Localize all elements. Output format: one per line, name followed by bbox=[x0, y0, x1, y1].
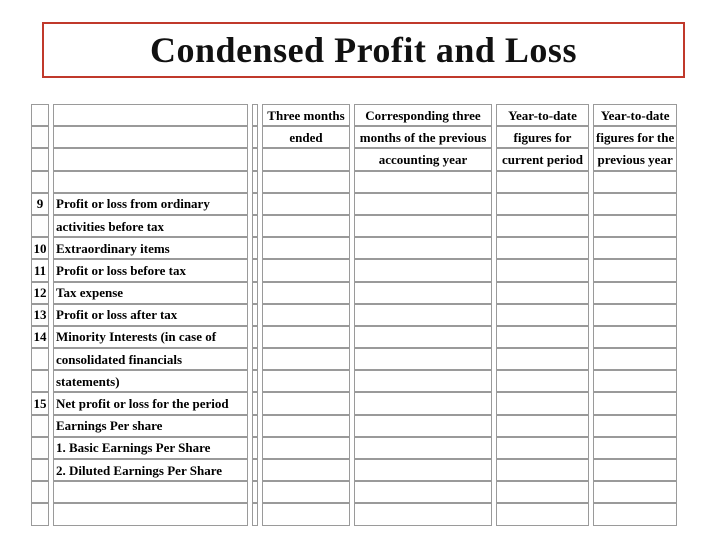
value-three-months bbox=[262, 237, 350, 259]
value-ytd-previous bbox=[593, 459, 677, 481]
spacer-cell bbox=[252, 392, 258, 414]
table-row bbox=[31, 503, 677, 525]
row-label: Minority Interests (in case of bbox=[53, 326, 248, 348]
value-three-months bbox=[262, 481, 350, 503]
table-row bbox=[31, 348, 677, 370]
row-label: Profit or loss before tax bbox=[53, 259, 248, 281]
profit-loss-table bbox=[27, 104, 681, 526]
value-ytd-previous bbox=[593, 348, 677, 370]
value-three-months bbox=[262, 348, 350, 370]
header-corresponding: months of the previous bbox=[354, 126, 492, 148]
page-title: Condensed Profit and Loss bbox=[150, 30, 577, 70]
header-num-cell bbox=[31, 104, 49, 126]
value-ytd-current bbox=[496, 326, 589, 348]
row-number bbox=[31, 459, 49, 481]
value-ytd-current bbox=[496, 503, 589, 525]
row-label: consolidated financials bbox=[53, 348, 248, 370]
row-label: Tax expense bbox=[53, 282, 248, 304]
table-row bbox=[31, 370, 677, 392]
header-corresponding: Corresponding three bbox=[354, 104, 492, 126]
spacer-cell bbox=[252, 437, 258, 459]
value-corresponding bbox=[354, 437, 492, 459]
value-ytd-current bbox=[496, 171, 589, 193]
value-ytd-current bbox=[496, 237, 589, 259]
table-row bbox=[31, 171, 677, 193]
value-ytd-current bbox=[496, 304, 589, 326]
value-three-months bbox=[262, 326, 350, 348]
header-three-months: Three months bbox=[262, 104, 350, 126]
table-row bbox=[31, 282, 677, 304]
header-ytd-previous: Year-to-date bbox=[593, 104, 677, 126]
spacer-cell bbox=[252, 126, 258, 148]
value-three-months bbox=[262, 259, 350, 281]
value-three-months bbox=[262, 370, 350, 392]
row-number: 9 bbox=[31, 193, 49, 215]
value-ytd-current bbox=[496, 370, 589, 392]
spacer-cell bbox=[252, 148, 258, 170]
value-ytd-previous bbox=[593, 392, 677, 414]
row-label: Profit or loss after tax bbox=[53, 304, 248, 326]
value-corresponding bbox=[354, 459, 492, 481]
value-ytd-previous bbox=[593, 282, 677, 304]
value-three-months bbox=[262, 282, 350, 304]
row-number bbox=[31, 370, 49, 392]
value-ytd-current bbox=[496, 481, 589, 503]
spacer-cell bbox=[252, 215, 258, 237]
value-corresponding bbox=[354, 282, 492, 304]
value-corresponding bbox=[354, 215, 492, 237]
value-ytd-current bbox=[496, 215, 589, 237]
value-corresponding bbox=[354, 392, 492, 414]
header-label-cell bbox=[53, 148, 248, 170]
value-three-months bbox=[262, 304, 350, 326]
row-number: 11 bbox=[31, 259, 49, 281]
row-label bbox=[53, 171, 248, 193]
row-label: 1. Basic Earnings Per Share bbox=[53, 437, 248, 459]
spacer-cell bbox=[252, 415, 258, 437]
header-three-months bbox=[262, 148, 350, 170]
value-three-months bbox=[262, 459, 350, 481]
header-ytd-current: figures for bbox=[496, 126, 589, 148]
value-ytd-previous bbox=[593, 215, 677, 237]
row-number bbox=[31, 171, 49, 193]
header-num-cell bbox=[31, 126, 49, 148]
header-num-cell bbox=[31, 148, 49, 170]
value-ytd-previous bbox=[593, 437, 677, 459]
value-ytd-current bbox=[496, 282, 589, 304]
value-ytd-previous bbox=[593, 481, 677, 503]
value-ytd-previous bbox=[593, 171, 677, 193]
table-row bbox=[31, 415, 677, 437]
spacer-cell bbox=[252, 326, 258, 348]
value-corresponding bbox=[354, 304, 492, 326]
value-three-months bbox=[262, 503, 350, 525]
row-number: 14 bbox=[31, 326, 49, 348]
header-ytd-current: Year-to-date bbox=[496, 104, 589, 126]
spacer-cell bbox=[252, 193, 258, 215]
value-corresponding bbox=[354, 326, 492, 348]
table-row bbox=[31, 193, 677, 215]
row-label: Profit or loss from ordinary bbox=[53, 193, 248, 215]
row-number bbox=[31, 215, 49, 237]
spacer-cell bbox=[252, 171, 258, 193]
table-row bbox=[31, 326, 677, 348]
header-label-cell bbox=[53, 126, 248, 148]
value-corresponding bbox=[354, 171, 492, 193]
spacer-cell bbox=[252, 237, 258, 259]
table-row bbox=[31, 392, 677, 414]
header-ytd-current: current period bbox=[496, 148, 589, 170]
row-label: Earnings Per share bbox=[53, 415, 248, 437]
spacer-cell bbox=[252, 259, 258, 281]
value-three-months bbox=[262, 193, 350, 215]
row-number bbox=[31, 503, 49, 525]
spacer-cell bbox=[252, 104, 258, 126]
spacer-cell bbox=[252, 370, 258, 392]
value-corresponding bbox=[354, 481, 492, 503]
spacer-cell bbox=[252, 503, 258, 525]
row-number bbox=[31, 348, 49, 370]
value-corresponding bbox=[354, 193, 492, 215]
value-ytd-previous bbox=[593, 259, 677, 281]
table-row bbox=[31, 304, 677, 326]
row-label bbox=[53, 481, 248, 503]
value-ytd-current bbox=[496, 437, 589, 459]
spacer-cell bbox=[252, 282, 258, 304]
value-three-months bbox=[262, 437, 350, 459]
header-corresponding: accounting year bbox=[354, 148, 492, 170]
spacer-cell bbox=[252, 304, 258, 326]
row-number bbox=[31, 415, 49, 437]
title-box bbox=[42, 22, 685, 78]
table-row bbox=[31, 481, 677, 503]
value-ytd-previous bbox=[593, 326, 677, 348]
value-ytd-previous bbox=[593, 415, 677, 437]
value-corresponding bbox=[354, 259, 492, 281]
table-row bbox=[31, 437, 677, 459]
row-number: 15 bbox=[31, 392, 49, 414]
value-corresponding bbox=[354, 237, 492, 259]
header-row-3 bbox=[31, 148, 677, 170]
spacer-cell bbox=[252, 459, 258, 481]
value-three-months bbox=[262, 215, 350, 237]
value-ytd-current bbox=[496, 259, 589, 281]
value-ytd-current bbox=[496, 415, 589, 437]
spacer-cell bbox=[252, 481, 258, 503]
table-row bbox=[31, 215, 677, 237]
table-row bbox=[31, 259, 677, 281]
header-ytd-previous: previous year bbox=[593, 148, 677, 170]
value-ytd-previous bbox=[593, 503, 677, 525]
header-row-2 bbox=[31, 126, 677, 148]
value-corresponding bbox=[354, 415, 492, 437]
value-ytd-current bbox=[496, 392, 589, 414]
row-number: 13 bbox=[31, 304, 49, 326]
value-ytd-previous bbox=[593, 193, 677, 215]
value-ytd-current bbox=[496, 193, 589, 215]
value-ytd-current bbox=[496, 459, 589, 481]
value-ytd-previous bbox=[593, 237, 677, 259]
row-label: Net profit or loss for the period bbox=[53, 392, 248, 414]
value-ytd-current bbox=[496, 348, 589, 370]
value-ytd-previous bbox=[593, 370, 677, 392]
value-three-months bbox=[262, 415, 350, 437]
table-row bbox=[31, 237, 677, 259]
value-ytd-previous bbox=[593, 304, 677, 326]
value-three-months bbox=[262, 171, 350, 193]
row-number: 12 bbox=[31, 282, 49, 304]
value-corresponding bbox=[354, 348, 492, 370]
row-label: activities before tax bbox=[53, 215, 248, 237]
header-row-1 bbox=[31, 104, 677, 126]
value-corresponding bbox=[354, 503, 492, 525]
spacer-cell bbox=[252, 348, 258, 370]
value-corresponding bbox=[354, 370, 492, 392]
header-three-months: ended bbox=[262, 126, 350, 148]
row-label bbox=[53, 503, 248, 525]
row-number bbox=[31, 437, 49, 459]
row-label: 2. Diluted Earnings Per Share bbox=[53, 459, 248, 481]
value-three-months bbox=[262, 392, 350, 414]
row-label: statements) bbox=[53, 370, 248, 392]
row-label: Extraordinary items bbox=[53, 237, 248, 259]
row-number bbox=[31, 481, 49, 503]
header-label-cell bbox=[53, 104, 248, 126]
header-ytd-previous: figures for the bbox=[593, 126, 677, 148]
table-row bbox=[31, 459, 677, 481]
row-number: 10 bbox=[31, 237, 49, 259]
